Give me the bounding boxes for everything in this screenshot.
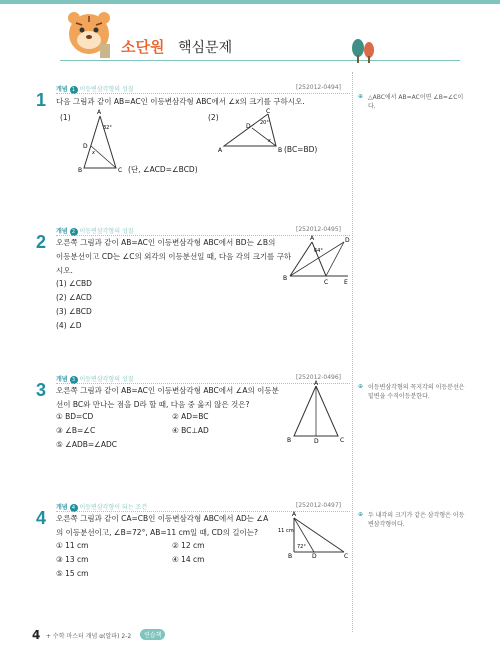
fig1-label-c: C [118,167,123,174]
problem-3-line-2: 선이 BC와 만나는 점을 D라 할 때, 다음 중 옳지 않은 것은? [56,400,250,409]
fig-p2-label-b: B [283,275,288,282]
fig-p3-label-a: A [314,380,319,387]
problem-4-number: 4 [36,508,47,528]
fig-p2-label-d: D [345,237,350,244]
footer-book-title: + 수학 마스터 개념 α(알파) 2-2 [46,633,132,640]
fig-p4-label-b: B [288,553,293,558]
problem-2-option-1[interactable]: (1) ∠CBD [56,279,92,288]
section-title: 소단원 [121,38,165,56]
fig-p4-label-c: C [344,553,349,558]
tree-decoration-icon [348,38,378,64]
problem-2-option-4[interactable]: (4) ∠D [56,321,82,330]
note-3-text: 이등변삼각형의 꼭지각의 이등분선은 밑변을 수직이등분한다. [368,384,465,400]
fig2-label-c: C [266,108,271,115]
problem-3-option-2[interactable]: ② AD=BC [172,412,209,421]
problem-1-sub1-cond: (단, ∠ACD=∠BCD) [128,165,198,174]
problem-3-line-1: 오른쪽 그림과 같이 AB=AC인 이등변삼각형 ABC에서 ∠A의 이등분 [56,386,279,395]
problem-2-option-3[interactable]: (3) ∠BCD [56,307,92,316]
margin-divider [352,72,353,632]
problem-4-figure [278,510,350,558]
problem-4-option-3[interactable]: ③ 13 cm [56,555,89,564]
problem-2-tag: 개념 2 이등변삼각형의 성질 [56,228,134,235]
fig2-label-a: A [218,147,223,154]
problem-1-tag: 개념 1 이등변삼각형의 성질 [56,86,134,93]
problem-1-sub2-cond: (BC=BD) [284,145,318,154]
fig-p4-length: 11 cm [278,528,294,534]
fig1-label-a: A [97,109,102,116]
fig-p2-label-c: C [324,279,329,286]
header-rule [60,60,460,61]
problem-4-tag: 개념 4 이등변삼각형이 되는 조건 [56,504,148,511]
problem-2-code: [252012-0495] [296,226,342,233]
fig-p4-label-a: A [292,511,297,518]
note-4-icon: ⊕ [358,511,364,518]
footer-badge: 연습책 [140,629,165,640]
problem-1-figure-2 [218,108,284,156]
section-subtitle: 핵심문제 [178,40,233,56]
problem-2-line-3: 시오. [56,266,73,275]
fig2-label-d: D [246,123,251,130]
problem-2-number: 2 [36,232,47,252]
problem-3-option-1[interactable]: ① BD=CD [56,412,94,421]
problem-3-number: 3 [36,380,47,400]
page-number: 4 [32,628,41,642]
problem-3-code: [252012-0496] [296,374,342,381]
problem-1-number: 1 [36,90,47,110]
fig1-label-b: B [78,167,83,174]
fig-p3-label-c: C [340,437,345,444]
problem-2-line-2: 이등분선이고 CD는 ∠C의 외각의 이등분선일 때, 다음 각의 크기를 구하 [56,252,292,261]
problem-4-line-1: 오른쪽 그림과 같이 CA=CB인 이등변삼각형 ABC에서 AD는 ∠A [56,514,269,523]
problem-1-text: 다음 그림과 같이 AB=AC인 이등변삼각형 ABC에서 ∠x의 크기를 구하시오. [56,97,305,106]
note-3-icon: ⊕ [358,383,364,390]
problem-4-code: [252012-0497] [296,502,342,509]
problem-4-line-2: 의 이등분선이고, ∠B=72°, AB=11 cm일 때, CD의 길이는? [56,528,258,537]
problem-3-option-3[interactable]: ③ ∠B=∠C [56,426,96,435]
problem-2-line-1: 오른쪽 그림과 같이 AB=AC인 이등변삼각형 ABC에서 BD는 ∠B의 [56,238,276,247]
problem-2-option-2[interactable]: (2) ∠ACD [56,293,92,302]
problem-2-figure [282,234,352,286]
fig-p2-label-a: A [310,235,315,242]
fig-p3-label-d: D [314,438,319,444]
problem-1-code: [252012-0494] [296,84,342,91]
problem-4-option-5[interactable]: ⑤ 15 cm [56,569,89,578]
problem-1-sub1-label: (1) [60,113,71,122]
fig-p2-label-e: E [344,279,348,286]
problem-1-figure-1 [74,108,134,176]
note-1-text: △ABC에서 AB=AC이면 ∠B=∠C이다. [368,94,464,110]
note-1-icon: ⊕ [358,93,364,100]
fig-p4-label-d: D [312,553,317,558]
fig2-label-b: B [278,147,283,154]
note-4-text: 두 내각의 크기가 같은 삼각형은 이등변삼각형이다. [368,512,465,528]
problem-3-option-5[interactable]: ⑤ ∠ADB=∠ADC [56,440,118,449]
problem-4-option-4[interactable]: ④ 14 cm [172,555,205,564]
fig2-angle: 20° [260,120,269,126]
fig2-x: x [268,138,271,144]
tiger-mascot-icon [62,10,116,60]
fig-p4-angle: 72° [297,544,306,550]
problem-4-option-1[interactable]: ① 11 cm [56,541,89,550]
problem-1-rule [56,93,350,94]
problem-3-tag: 개념 3 이등변삼각형의 성질 [56,376,134,383]
fig1-x: x [92,150,95,156]
problem-3-figure [284,380,348,444]
header-bar [0,0,500,4]
fig1-label-d: D [83,143,88,150]
fig-p2-angle: 64° [314,248,323,254]
fig1-angle: 32° [103,125,112,131]
fig-p3-label-b: B [287,437,292,444]
problem-3-option-4[interactable]: ④ BC⊥AD [172,426,209,435]
problem-1-sub2-label: (2) [208,113,219,122]
problem-4-option-2[interactable]: ② 12 cm [172,541,205,550]
